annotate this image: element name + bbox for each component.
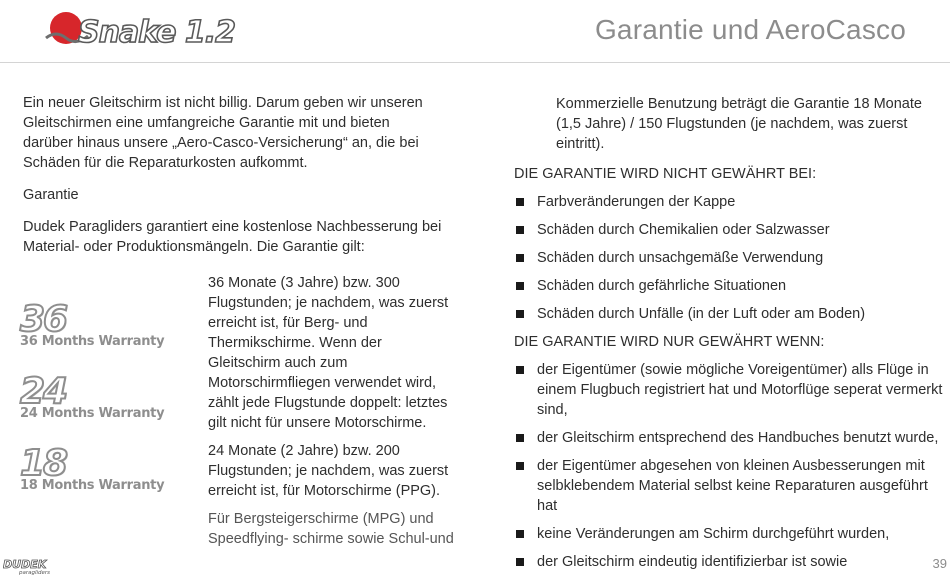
bullet-icon xyxy=(516,434,524,442)
badge-36 xyxy=(20,300,200,372)
footer-brand: DUDEK xyxy=(3,558,47,571)
warranty-18-text: Für Bergsteigerschirme (MPG) und Speedflying- schirme sowie Schul-und xyxy=(208,511,454,547)
warranty-36-text: 36 Monate (3 Jahre) bzw. 300 Flugstunden; je nachdem, was zuerst erreicht ist, für Berg- und Thermikschirme. Wenn der Gleitschirm auch zum Motorschirmfliegen verwendet wird, zählt jede Flugstunde doppelt: letztes gilt nicht für unsere Motorschirme. xyxy=(208,275,449,431)
middle-column xyxy=(208,273,458,557)
page-title: Garantie und AeroCasco xyxy=(594,14,906,45)
bullet-icon xyxy=(516,462,524,470)
badge-18-number: 18 xyxy=(20,443,67,484)
list-item: der Gleitschirm entsprechend des Handbuches benutzt wurde, xyxy=(514,428,944,448)
bullet-icon xyxy=(516,198,524,206)
garantie-paragraph: Dudek Paragliders garantiert eine kostenlose Nachbesserung bei Material- oder Produktionsmängeln. Die Garantie gilt: xyxy=(23,219,442,255)
dudek-logo xyxy=(3,557,73,575)
bullet-icon xyxy=(516,530,524,538)
bullet-icon xyxy=(516,310,524,318)
list-item: Farbveränderungen der Kappe xyxy=(514,192,944,212)
badge-36-caption: 36 Months Warranty xyxy=(20,334,165,349)
list-item: Schäden durch Chemikalien oder Salzwasser xyxy=(514,220,944,240)
commercial-use-text: Kommerzielle Benutzung beträgt die Garantie 18 Monate (1,5 Jahre) / 150 Flugstunden (je nachdem, was zuerst eintritt). xyxy=(556,96,922,152)
list-item: der Eigentümer (sowie mögliche Voreigentümer) alls Flüge in einem Flugbuch registriert hat und Motorflüge seperat vermerkt sind, xyxy=(514,360,944,420)
badge-24-caption: 24 Months Warranty xyxy=(20,406,165,421)
badge-36-number: 36 xyxy=(20,299,67,340)
list-item: der Eigentümer abgesehen von kleinen Ausbesserungen mit selbklebendem Material selbst keine Reparaturen ausgeführt hat xyxy=(514,456,944,516)
warranty-24-text: 24 Monate (2 Jahre) bzw. 200 Flugstunden; je nachdem, was zuerst erreicht ist, für Motorschirme (PPG). xyxy=(208,443,449,499)
list-item: Schäden durch unsachgemäße Verwendung xyxy=(514,248,944,268)
bullet-icon xyxy=(516,558,524,566)
list-item: Schäden durch Unfälle (in der Luft oder am Boden) xyxy=(514,304,944,324)
right-column xyxy=(514,94,944,580)
badge-18 xyxy=(20,444,200,516)
footer-brand-sub: paragliders xyxy=(19,570,51,575)
only-granted-list xyxy=(514,360,944,572)
badge-24-number: 24 xyxy=(20,371,67,412)
intro-paragraph: Ein neuer Gleitschirm ist nicht billig. Darum geben wir unseren Gleitschirmen eine umfangreiche Garantie mit und bieten darüber hinaus unsere „Aero-Casco-Versicherung“ an, die bei Schäden für die Reparaturkosten aufkommt. xyxy=(23,95,423,171)
snake-logo xyxy=(44,8,254,56)
page-number: 39 xyxy=(932,556,947,571)
header-divider xyxy=(0,62,950,63)
badge-18-caption: 18 Months Warranty xyxy=(20,478,165,493)
badge-24 xyxy=(20,372,200,444)
not-granted-heading: DIE GARANTIE WIRD NICHT GEWÄHRT BEI: xyxy=(514,166,817,182)
bullet-icon xyxy=(516,254,524,262)
garantie-subheading: Garantie xyxy=(23,187,79,203)
list-item: der Gleitschirm eindeutig identifizierbar ist sowie xyxy=(514,552,944,572)
not-granted-list xyxy=(514,192,944,324)
only-granted-heading: DIE GARANTIE WIRD NUR GEWÄHRT WENN: xyxy=(514,334,825,350)
logo-text: Snake 1.2 xyxy=(78,15,236,50)
left-column xyxy=(23,93,443,269)
bullet-icon xyxy=(516,366,524,374)
bullet-icon xyxy=(516,282,524,290)
warranty-badges xyxy=(20,300,200,516)
list-item: Schäden durch gefährliche Situationen xyxy=(514,276,944,296)
bullet-icon xyxy=(516,226,524,234)
list-item: keine Veränderungen am Schirm durchgeführt wurden, xyxy=(514,524,944,544)
